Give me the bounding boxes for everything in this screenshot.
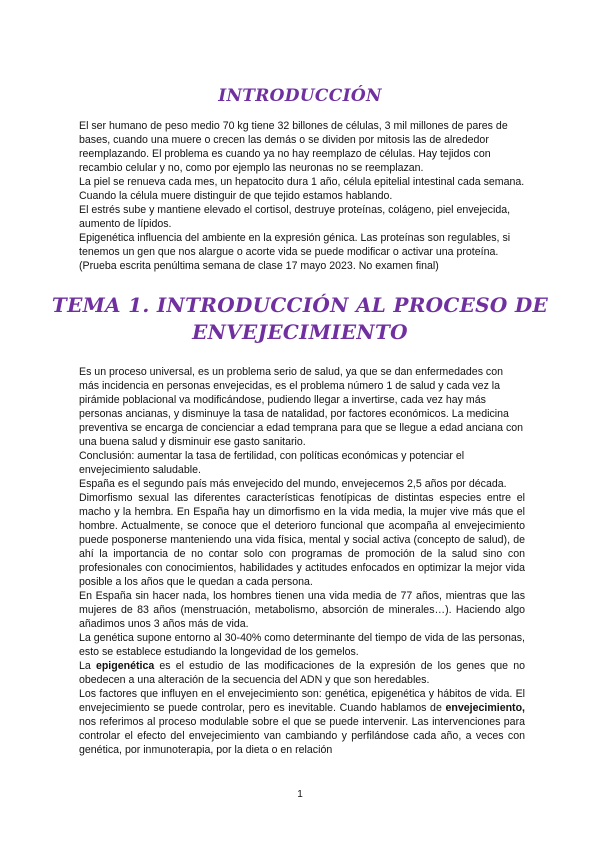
tema-heading-line-2: ENVEJECIMIENTO — [192, 320, 408, 344]
tema-paragraph-6: La genética supone entorno al 30-40% como determinante del tiempo de vida de las personas, esto se establece estudiando la longevidad de los gemelos. — [79, 632, 525, 658]
tema-paragraph-8-a: Los factores que influyen en el envejecimiento son: genética, epigenética y hábitos de vida. El envejecimiento se puede controlar, pero es inevitable. Cuando hablamos de — [79, 688, 525, 714]
tema-paragraph-8-b: nos referimos al proceso modulable sobre el que se puede intervenir. Las intervenciones para controlar el efecto del envejecimiento van cambiando y perfilándose cada año, a veces con genética, por inmunoterapia, por la dieta o en relación — [79, 716, 525, 756]
tema-paragraph-8 — [79, 687, 525, 757]
tema-paragraph-1: Es un proceso universal, es un problema serio de salud, ya que se dan enfermedades con más incidencia en personas envejecidas, es el problema número 1 de salud y cada vez la pirámide poblacional va modificándose, pudiendo llegar a invertirse, cada vez hay más personas ancianas, y disminuye la tasa de natalidad, por factores económicos. La medicina preventiva se encarga de concienciar a edad temprana para que se llegue a edad anciana con una buena salud y disminuir ese gasto sanitario. — [79, 366, 524, 448]
tema-paragraph-4: Dimorfismo sexual las diferentes características fenotípicas de distintas especies entre el macho y la hembra. En España hay un dimorfismo en la vida media, la mujer vive más que el hombre. Actualmente, se conoce que el deterioro funcional que acompaña al envejecimiento puede posponerse manteniendo una vida física, mental y social activa (concepto de salud), de ahí la importancia de no contar solo con programas de promoción de la salud sino con profesionales con conocimientos, habilidades y actitudes enfocados en optimizar la mejor vida posible a los años que le quedan a cada persona. — [79, 492, 525, 588]
epigenetica-term: epigenética — [95, 660, 155, 672]
intro-paragraph-5: (Prueba escrita penúltima semana de clase 17 mayo 2023. No examen final) — [79, 260, 439, 272]
intro-paragraph-4: Epigenética influencia del ambiente en la expresión génica. Las proteínas son regulables, si tenemos un gen que nos alargue o acorte vida se puede modificar o activar una proteína. — [79, 232, 511, 258]
tema-paragraph-7-post: es el estudio de las modificaciones de la expresión de los genes que no obedecen a una alteración de la secuencia del ADN y que son heredables. — [79, 660, 525, 686]
tema-paragraph-7-pre: La — [79, 660, 96, 672]
tema-body — [79, 365, 525, 757]
tema-paragraph-2: Conclusión: aumentar la tasa de fertilidad, con políticas económicas y potenciar el envejecimiento saludable. — [79, 450, 465, 476]
intro-body — [79, 119, 525, 273]
page-number: 1 — [297, 789, 303, 800]
tema-paragraph-7 — [79, 659, 525, 687]
envejecimiento-term: envejecimiento, — [445, 702, 525, 714]
intro-paragraph-2: La piel se renueva cada mes, un hepatocito dura 1 año, célula epitelial intestinal cada semana. Cuando la célula muere distinguir de que tejido estamos hablando. — [79, 176, 525, 202]
tema-paragraph-3: España es el segundo país más envejecido del mundo, envejecemos 2,5 años por década. — [79, 478, 507, 490]
intro-heading: INTRODUCCIÓN — [218, 86, 382, 106]
tema-paragraph-5: En España sin hacer nada, los hombres tienen una vida media de 77 años, mientras que las mujeres de 83 años (menstruación, metabolismo, absorción de minerales…). Haciendo algo añadimos unos 3 años más de vida. — [79, 590, 525, 630]
intro-paragraph-1: El ser humano de peso medio 70 kg tiene 32 billones de células, 3 mil millones de pares de bases, cuando una muere o crecen las demás o se dividen por mitosis las de alrededor reemplazando. El problema es cuando ya no hay reemplazo de células. Hay tejidos con recambio celular y no, como por ejemplo las neuronas no se reemplazan. — [79, 120, 508, 174]
intro-paragraph-3: El estrés sube y mantiene elevado el cortisol, destruye proteínas, colágeno, piel envejecida, aumento de lípidos. — [79, 204, 511, 230]
tema-heading-line-1: TEMA 1. INTRODUCCIÓN AL PROCESO DE — [51, 293, 549, 317]
